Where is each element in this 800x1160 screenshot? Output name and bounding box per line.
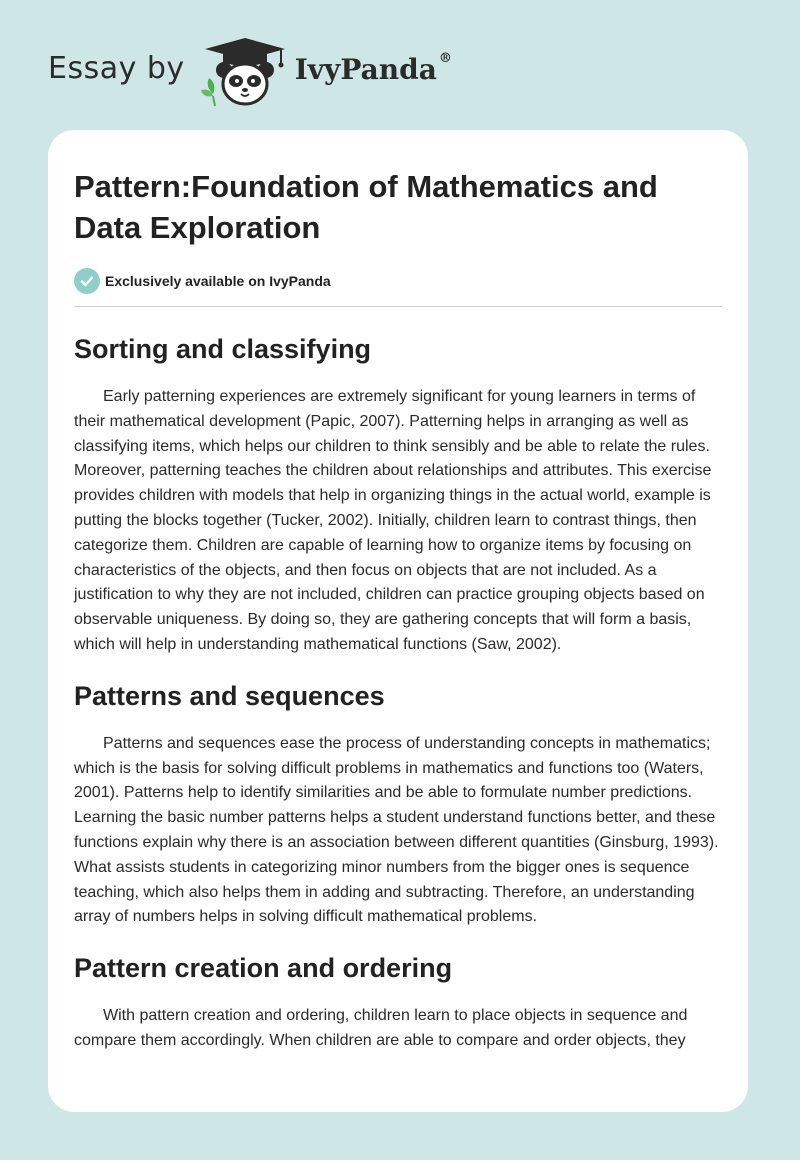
- registered-mark: ®: [438, 50, 452, 66]
- page-title: Pattern:Foundation of Mathematics and Data Exploration: [74, 169, 658, 245]
- section-paragraph: Patterns and sequences ease the process of understanding concepts in mathematics; which is the basis for solving difficult problems in mathematics and functions too (Waters, 2001). Patterns help to identify similarities and be able to formulate number predictions. Learning the basic number patterns helps a student understand functions better, and these functions explain why there is an association between different quantities (Ginsburg, 1993). What assists students in categorizing minor numbers from the bigger ones is sequence teaching, which also helps them in adding and subtracting. Therefore, an understanding array of numbers helps in solving difficult mathematical problems.: [74, 734, 719, 926]
- divider: [74, 306, 722, 307]
- check-icon: [74, 268, 100, 294]
- section-heading: Patterns and sequences: [74, 680, 385, 711]
- site-header: [48, 34, 452, 108]
- exclusive-label: Exclusively available on IvyPanda: [105, 273, 331, 289]
- brand-prefix: Essay by: [48, 50, 185, 86]
- section-patterns-and-sequences: [74, 679, 722, 930]
- section-paragraph: With pattern creation and ordering, children learn to place objects in sequence and compare them accordingly. When children are able to compare and order objects, they: [74, 1007, 688, 1049]
- section-paragraph: Early patterning experiences are extremely significant for young learners in terms of their mathematical development (Papic, 2007). Patterning helps in arranging as well as classifying items, which helps our children to think sensibly and be able to relate the rules. Moreover, patterning teaches the children about relationships and attributes. This exercise provides children with models that help in organizing things in the actual world, example is putting the blocks together (Tucker, 2002). Initially, children learn to contrast things, then categorize them. Children are capable of learning how to organize items by focusing on characteristics of the objects, and then focus on objects that are not included. As a justification to why they are not included, children can practice grouping objects based on observable uniqueness. By doing so, they are gathering concepts that will form a basis, which will help in understanding mathematical functions (Saw, 2002).: [74, 388, 712, 653]
- section-heading: Pattern creation and ordering: [74, 953, 453, 984]
- section-heading: Sorting and classifying: [74, 334, 372, 364]
- essay-card: [48, 130, 748, 1112]
- panda-graduation-cap-icon[interactable]: [199, 34, 291, 108]
- exclusive-badge: [74, 268, 722, 294]
- section-sorting-and-classifying: [74, 332, 722, 658]
- section-pattern-creation-and-ordering: [74, 951, 722, 1054]
- brand-name[interactable]: IvyPanda ®: [294, 50, 452, 86]
